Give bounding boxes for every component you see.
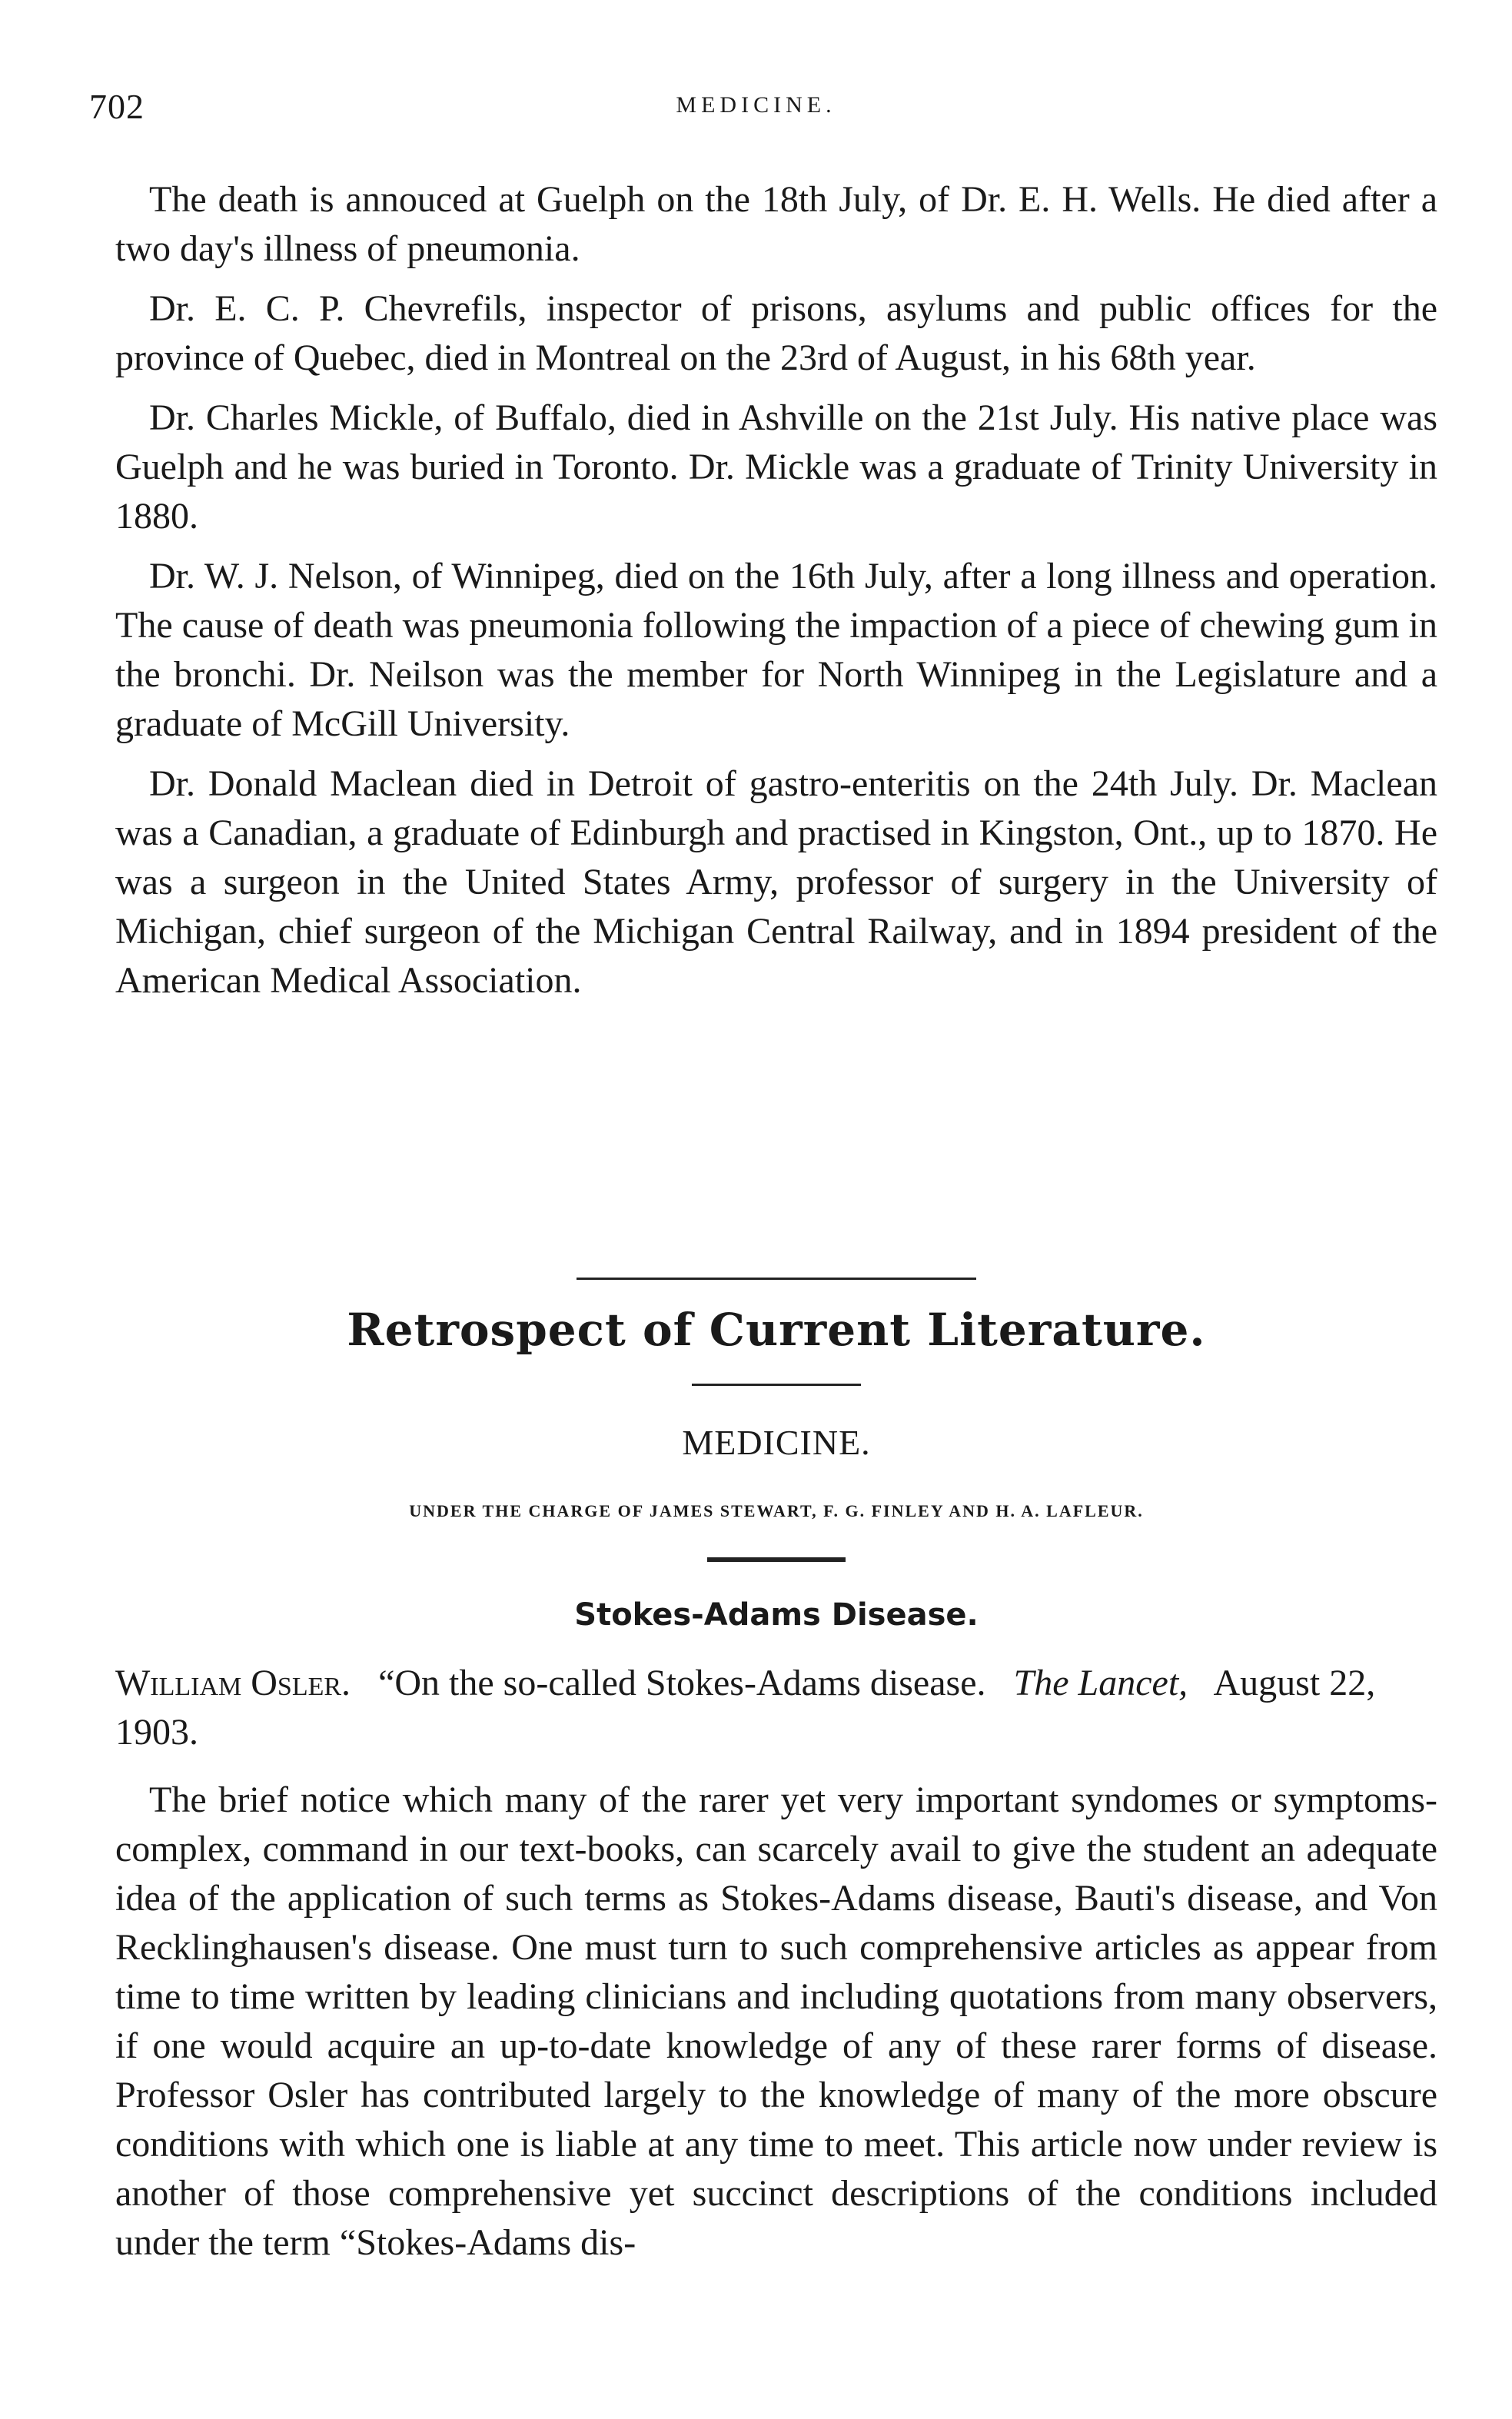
article-paragraph: The brief notice which many of the rarer yet very important syndomes or symptoms-complex, command in our text-books, can scarcely avail to give the student an adequate idea of the application of such terms as Stokes-Adams disease, Bauti's disease, and Von Recklinghausen's disease. One must turn to such comprehensive articles as appear from time to time written by leading clinicians and including quotations from many observers, if one would acquire an up-to-date knowledge of any of these rarer forms of disease. Professor Osler has contributed largely to the knowledge of many of the more obscure conditions with which one is liable at any time to meet. This article now under review is another of those comprehensive yet succinct descriptions of the conditions included under the term “Stokes-Adams dis- — [115, 1779, 1437, 2263]
paragraph-maclean: Dr. Donald Maclean died in Detroit of gastro-enteritis on the 24th July. Dr. Maclean was a Canadian, a graduate of Edinburgh and practised in Kingston, Ont., up to 1870. He was a surgeon in the United States Army, professor of surgery in the University of Michigan, chief surgeon of the Michigan Central Railway, and in 1894 president of the American Medical Association. — [115, 763, 1437, 1001]
article-title: Stokes-Adams Disease. — [574, 1597, 979, 1633]
citation-journal: The Lancet, — [1013, 1663, 1188, 1703]
section-heading: Retrospect of Current Literature. — [347, 1304, 1206, 1356]
section-divider-short — [692, 1384, 861, 1386]
article-citation — [115, 1659, 1437, 1757]
running-head — [89, 86, 1423, 132]
running-title: MEDICINE. — [676, 92, 836, 118]
subsection-heading: MEDICINE. — [682, 1423, 871, 1462]
editors-line: UNDER THE CHARGE OF JAMES STEWART, F. G. FINLEY AND H. A. LAFLEUR. — [409, 1501, 1144, 1520]
section-divider-thick — [707, 1557, 846, 1562]
article-body — [115, 1776, 1437, 2278]
citation-author: William Osler. — [115, 1663, 351, 1703]
paragraph-chevrefils: Dr. E. C. P. Chevrefils, inspector of prisons, asylums and public offices for the province of Quebec, died in Montreal on the 23rd of August, in his 68th year. — [115, 288, 1437, 378]
paragraph-nelson: Dr. W. J. Nelson, of Winnipeg, died on the 16th July, after a long illness and operation. The cause of death was pneumonia following the impaction of a piece of chewing gum in the bronchi. Dr. Neilson was the member for North Winnipeg in the Legislature and a graduate of McGill University. — [115, 556, 1437, 744]
page-number: 702 — [89, 87, 145, 126]
citation-date: August 22, 1903. — [115, 1663, 1376, 1753]
obituary-notices — [115, 175, 1437, 1016]
section-divider-top — [577, 1278, 976, 1280]
citation-article-title: “On the so-called Stokes-Adams disease. — [378, 1663, 986, 1703]
paragraph-wells: The death is annouced at Guelph on the 18th July, of Dr. E. H. Wells. He died after a two day's illness of pneumonia. — [115, 179, 1437, 269]
paragraph-mickle: Dr. Charles Mickle, of Buffalo, died in Ashville on the 21st July. His native place was Guelph and he was buried in Toronto. Dr. Mickle was a graduate of Trinity University in 1880. — [115, 397, 1437, 537]
